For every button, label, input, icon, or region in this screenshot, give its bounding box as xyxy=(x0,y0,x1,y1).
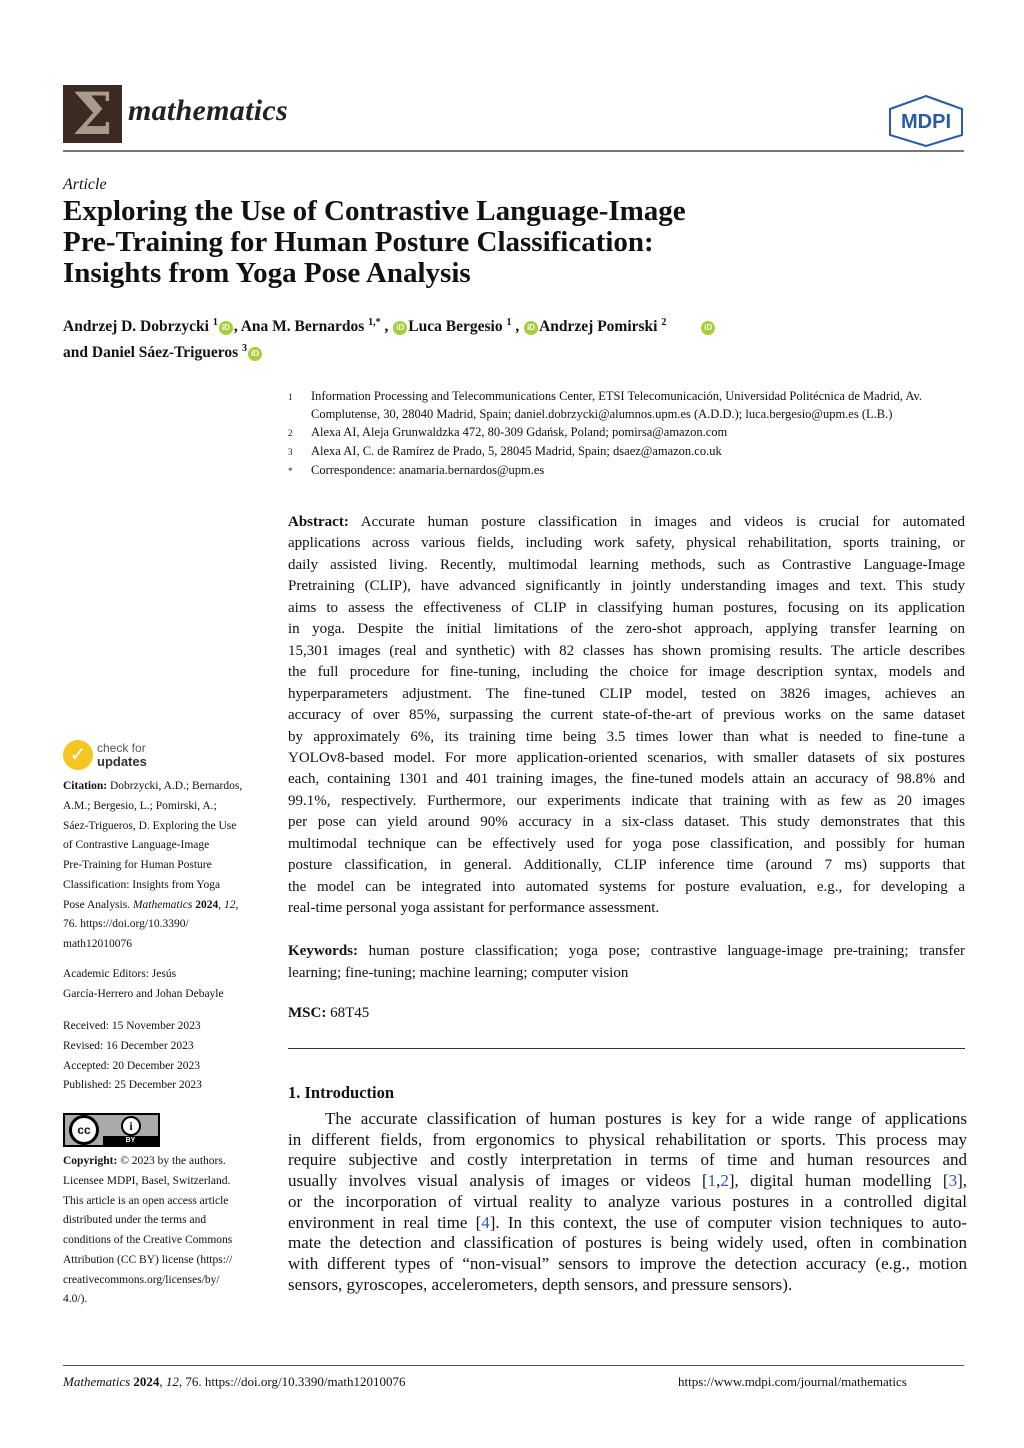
paragraph-line: in different fields, from ergonomics to physical rehabilitation or sports. This process may xyxy=(288,1129,967,1149)
abstract-label: Abstract: xyxy=(288,514,349,530)
citation-year: 2024 xyxy=(195,898,219,911)
paragraph-line: sensors, gyroscopes, accelerometers, depth sensors, and pressure sensors). xyxy=(288,1274,793,1294)
abstract-line: real-time personal yoga assistant for performance assessment. xyxy=(288,900,660,917)
abstract-line: accuracy of over 85%, surpassing the current state-of-the-art of previous works on the same dataset xyxy=(288,707,965,724)
copyright-line: Attribution (CC BY) license (https:// xyxy=(63,1253,233,1266)
abstract-line: Pretraining (CLIP), have advanced significantly in jointly understanding images and text. This study xyxy=(288,578,965,595)
author-list: Andrzej D. Dobrzycki $^1$ iD , Ana M. Bernardos $^{1,*}$ , iD Luca Bergesio $^1$ , iD Andrzej Pomirski $^2$ iD and Daniel Sáez-Trigueros $^3$ iD xyxy=(63,312,716,364)
reference-link[interactable]: 1 xyxy=(707,1171,717,1191)
author: Daniel Sáez-Trigueros xyxy=(91,344,239,362)
affiliation-text: Alexa AI, Aleja Grunwaldzka 472, 80-309 Gdańsk, Poland; pomirsa@amazon.com xyxy=(311,425,728,439)
check-for-updates-badge[interactable]: ✓ check for updates xyxy=(63,740,147,770)
journal-name: mathematics xyxy=(128,94,288,127)
msc-code: MSC: 68T45 xyxy=(288,1005,370,1021)
footer-citation: Mathematics 2024, 12, 76. https://doi.org/10.3390/math12010076 xyxy=(63,1374,406,1389)
article-type: Article xyxy=(63,176,107,193)
affiliation-number: * xyxy=(288,466,293,476)
reference-link[interactable]: 2 xyxy=(720,1171,729,1191)
copyright-line: 4.0/). xyxy=(63,1293,88,1306)
copyright-line: This article is an open access article xyxy=(63,1194,229,1207)
author: Andrzej Pomirski xyxy=(539,318,658,336)
paragraph-line: usually involves visual analysis of images or videos [1,2], digital human modelling [3], xyxy=(288,1171,967,1191)
copyright-line: distributed under the terms and xyxy=(63,1214,207,1227)
affiliation xyxy=(288,387,968,423)
citation-line: Pre-Training for Human Posture xyxy=(63,859,212,871)
footer-journal-url[interactable]: https://www.mdpi.com/journal/mathematics xyxy=(678,1374,907,1389)
section-heading: 1. Introduction xyxy=(288,1083,395,1102)
abstract-line: the model can be integrated into automated systems for posture evaluation, e.g., for developing a xyxy=(288,878,965,895)
abstract-line: hyperparameters adjustment. The fine-tuned CLIP model, tested on 3826 images, achieves an xyxy=(288,685,965,702)
abstract-line: Abstract: Accurate human posture classification in images and videos is crucial for automated xyxy=(288,514,965,530)
citation-volume: 12 xyxy=(224,898,236,911)
abstract-line: aims to assess the effectiveness of CLIP in classifying human postures, focusing on its application xyxy=(288,599,965,616)
academic-editors: Academic Editors: Jesús García-Herrero and Johan Debayle xyxy=(63,968,224,1000)
abstract-line: applications across various fields, including work safety, physical rehabilitation, sports training, or xyxy=(288,535,965,552)
paragraph-line: require subjective and costly interpretation in terms of time and human resources and xyxy=(288,1150,967,1170)
affiliation-number: 2 xyxy=(288,428,293,438)
affiliations xyxy=(288,387,968,480)
affiliation-text: Information Processing and Telecommunications Center, ETSI Telecomunicación, Universidad Politécnica de Madrid, Av. Complutense, 30, 28040 Madrid, Spain; daniel.dobrzycki@alumnos.upm.es (A.D.D.); luca.bergesio@upm.es (L.B.) xyxy=(311,389,923,421)
copyright xyxy=(63,1152,273,1310)
copyright-line: conditions of the Creative Commons xyxy=(63,1234,233,1246)
citation-doi[interactable]: 76. https://doi.org/10.3390/ xyxy=(63,918,189,931)
citation-line: Pose Analysis. Mathematics 2024, 12, xyxy=(63,898,239,911)
publication-dates: Received: 15 November 2023 Revised: 16 December 2023 Accepted: 20 December 2023 Published: 25 December 2023 xyxy=(63,1020,202,1092)
paragraph-line: The accurate classification of human postures is key for a wide range of applications xyxy=(325,1109,967,1128)
header-rule xyxy=(63,150,964,152)
citation-line: Sáez-Trigueros, D. Exploring the Use xyxy=(63,819,237,832)
citation-doi[interactable]: math12010076 xyxy=(63,938,132,950)
affiliation xyxy=(288,423,968,442)
affiliation xyxy=(288,442,968,461)
abstract-line: by approximately 6%, its training time being 3.5 times lower than what is needed to fine-tune a xyxy=(288,728,965,745)
author: Andrzej D. Dobrzycki xyxy=(63,318,209,336)
abstract-line: multimodal technique can be effectively used for yoga pose classification, and possibly for human xyxy=(288,835,965,852)
abstract-line: the full procedure for fine-tuning, including the choice for image description syntax, models and xyxy=(288,664,965,681)
citation-label: Citation: xyxy=(63,780,108,792)
citation-line: of Contrastive Language-Image xyxy=(63,839,210,852)
affiliation-number: 1 xyxy=(288,392,293,402)
copyright-line: Copyright: © 2023 by the authors. xyxy=(63,1155,226,1167)
reference-link[interactable]: 3 xyxy=(948,1171,958,1191)
section-rule xyxy=(288,1048,965,1049)
paragraph-line: or the incorporation of virtual reality to analyze various postures in a controlled digital xyxy=(288,1191,967,1211)
author: Luca Bergesio xyxy=(408,318,503,336)
footer-rule xyxy=(63,1365,964,1366)
abstract-line: 99.1%, respectively. Furthermore, our experiments indicate that training with as few as 20 images xyxy=(288,792,965,809)
author: Ana M. Bernardos xyxy=(240,318,365,336)
mdpi-logo xyxy=(888,95,964,147)
citation-line: A.M.; Bergesio, L.; Pomirski, A.; xyxy=(63,799,217,812)
cc-by-license-badge[interactable]: cc i BY xyxy=(63,1113,160,1147)
abstract-line: in yoga. Despite the initial limitations of the zero-shot approach, applying transfer learning on xyxy=(288,621,965,638)
abstract-line: YOLOv8-based model. For more application-oriented scenarios, with smaller datasets of six postures xyxy=(288,749,965,766)
citation-journal: Mathematics xyxy=(132,898,193,911)
orcid-icon[interactable]: iD xyxy=(219,321,233,335)
orcid-icon[interactable]: iD xyxy=(701,321,715,335)
svg-text:MDPI: MDPI xyxy=(901,111,951,133)
abstract-line: daily assisted living. Recently, multimodal learning methods, such as Contrastive Language-Image xyxy=(288,556,965,573)
paragraph-line: with different types of “non-visual” sensors to improve the detection accuracy (e.g., motion xyxy=(288,1253,967,1273)
abstract xyxy=(288,512,965,920)
abstract-line: 15,301 images (real and synthetic) with 82 classes has shown promising results. The article describes xyxy=(288,642,965,659)
attribution-icon: i xyxy=(121,1116,141,1136)
orcid-icon[interactable]: iD xyxy=(248,347,262,361)
keywords: Keywords: human posture classification; yoga pose; contrastive language-image pre-training; transfer learning; fine-tuning; machine learning; computer vision xyxy=(288,943,966,981)
citation-line: Classification: Insights from Yoga xyxy=(63,878,221,891)
copyright-line: Licensee MDPI, Basel, Switzerland. xyxy=(63,1174,231,1187)
affiliation-number: 3 xyxy=(288,447,293,457)
abstract-line: each, containing 1301 and 401 training images, the fine-tuned models attain an accuracy of 98.8% and xyxy=(288,771,965,788)
orcid-icon[interactable]: iD xyxy=(524,321,538,335)
citation xyxy=(63,777,273,955)
affiliation xyxy=(288,461,968,480)
reference-link[interactable]: 4 xyxy=(481,1212,490,1232)
paragraph-line: environment in real time [4]. In this context, the use of computer vision techniques to auto- xyxy=(288,1212,967,1232)
abstract-line: per pose can yield around 90% accuracy in a six-class dataset. This study demonstrates that this xyxy=(288,814,965,831)
copyright-line: creativecommons.org/licenses/by/ xyxy=(63,1273,220,1286)
affiliation-text: Alexa AI, C. de Ramírez de Prado, 5, 28045 Madrid, Spain; dsaez@amazon.co.uk xyxy=(311,444,722,458)
paragraph-line: mate the detection and classification of postures is being widely used, often in combination xyxy=(288,1233,967,1253)
abstract-line: posture classification, in general. Additionally, CLIP inference time (around 7 ms) supports that xyxy=(288,857,965,874)
checkmark-icon: ✓ xyxy=(63,740,93,770)
paper-title: Exploring the Use of Contrastive Language-Image Pre-Training for Human Posture Classification: Insights from Yoga Pose Analysis xyxy=(63,195,686,289)
citation-line: Citation: Dobrzycki, A.D.; Bernardos, xyxy=(63,780,243,792)
cc-icon: cc xyxy=(69,1115,99,1145)
orcid-icon[interactable]: iD xyxy=(393,321,407,335)
copyright-label: Copyright: xyxy=(63,1155,118,1167)
journal-logo: Σ xyxy=(63,85,122,143)
affiliation-text: Correspondence: anamaria.bernardos@upm.es xyxy=(311,463,545,477)
introduction-text xyxy=(288,1109,967,1295)
